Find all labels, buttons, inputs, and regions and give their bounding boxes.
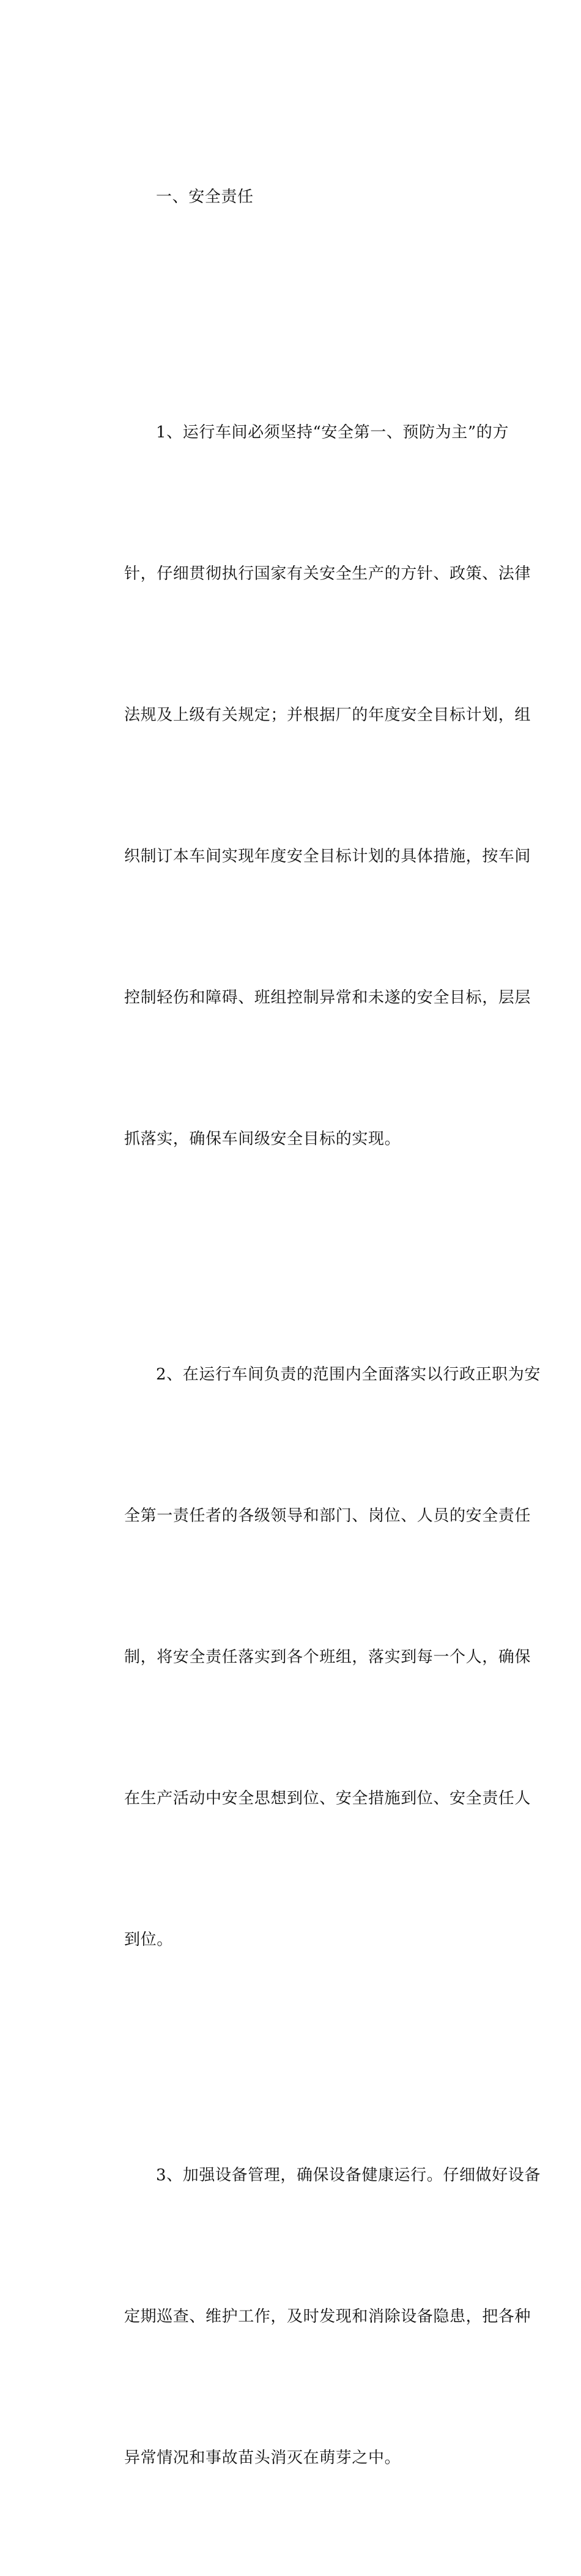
paragraph-line: 抓落实，确保车间级安全目标的实现。 xyxy=(124,1130,401,1148)
paragraph-line: 到位。 xyxy=(124,1931,173,1949)
paragraph-line: 全第一责任者的各级领导和部门、岗位、人员的安全责任 xyxy=(124,1507,531,1525)
section-heading-text: 一、安全责任 xyxy=(156,188,254,206)
paragraph-line: 织制订本车间实现年度安全目标计划的具体措施，按车间 xyxy=(124,847,531,866)
paragraph-3 xyxy=(92,2058,541,2576)
paragraph-line: 2、在运行车间负责的范围内全面落实以行政正职为安 xyxy=(156,1365,541,1384)
paragraph-line: 针，仔细贯彻执行国家有关安全生产的方针、政策、法律 xyxy=(124,565,531,583)
paragraph-1 xyxy=(92,315,531,1257)
document-body xyxy=(92,80,541,2576)
paragraph-line: 定期巡查、维护工作，及时发现和消除设备隐患，把各种 xyxy=(124,2307,531,2326)
paragraph-line: 法规及上级有关规定；并根据厂的年度安全目标计划，组 xyxy=(124,706,531,724)
paragraph-2 xyxy=(92,1257,541,2058)
paragraph-line: 在生产活动中安全思想到位、安全措施到位、安全责任人 xyxy=(124,1789,531,1808)
paragraph-line: 控制轻伤和障碍、班组控制异常和未遂的安全目标，层层 xyxy=(124,989,531,1007)
paragraph-line: 制，将安全责任落实到各个班组，落实到每一个人，确保 xyxy=(124,1648,531,1666)
paragraph-line: 异常情况和事故苗头消灭在萌芽之中。 xyxy=(124,2449,401,2467)
section-heading xyxy=(92,80,496,315)
paragraph-line: 3、加强设备管理，确保设备健康运行。仔细做好设备 xyxy=(156,2166,541,2184)
paragraph-line: 1、运行车间必须坚持“安全第一、预防为主”的方 xyxy=(156,423,509,442)
